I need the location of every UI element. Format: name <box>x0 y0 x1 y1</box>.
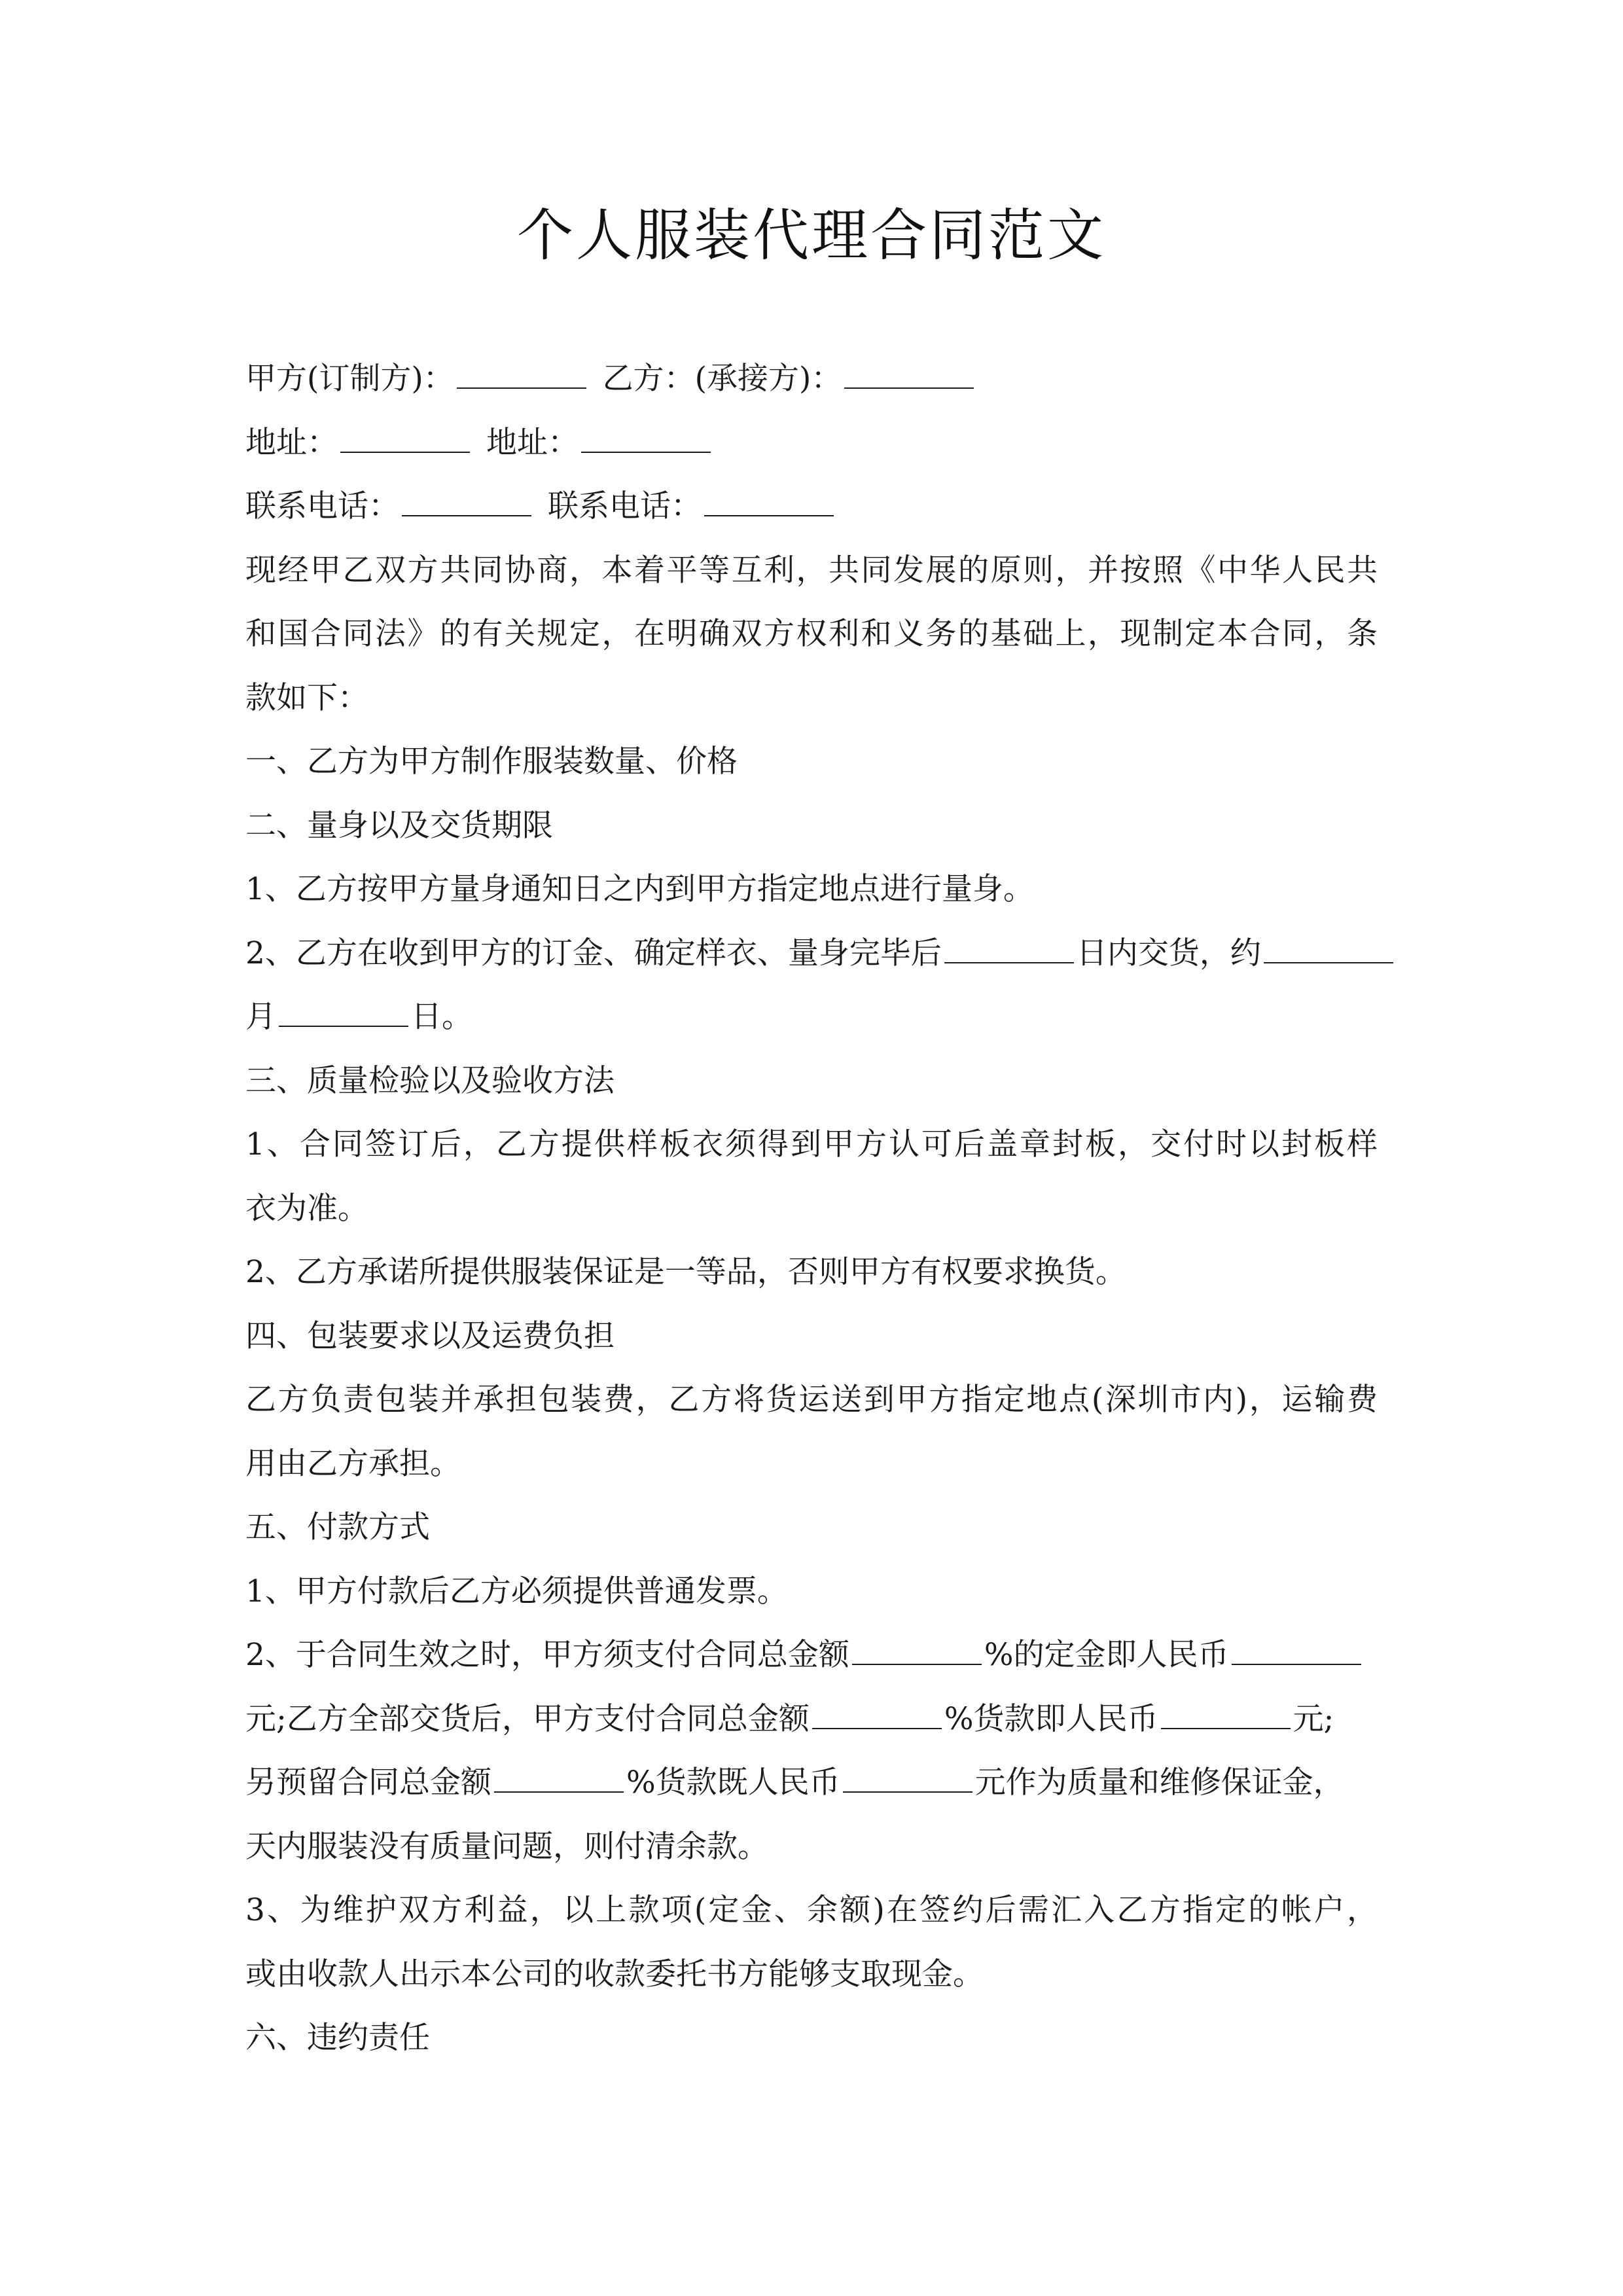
phone-a-label: 联系电话： <box>245 488 399 524</box>
clause-segment: 元; <box>1293 1700 1334 1737</box>
clause-segment: 元;乙方全部交货后，甲方支付合同总金额 <box>245 1700 810 1737</box>
preamble-line: 和国合同法》的有关规定，在明确双方权利和义务的基础上，现制定本合同，条 <box>245 616 1378 652</box>
clause-segment: 2、乙方在收到甲方的订金、确定样衣、量身完毕后 <box>245 935 942 971</box>
address-a-label: 地址： <box>245 424 338 461</box>
clause-segment: 元作为质量和维修保证金， <box>974 1765 1344 1801</box>
clause-segment: %货款既人民币 <box>626 1765 840 1801</box>
address-a-blank <box>340 429 470 453</box>
percent-blank <box>494 1769 624 1793</box>
phone-b-blank <box>704 493 834 516</box>
preamble-line: 现经甲乙双方共同协商，本着平等互利，共同发展的原则，并按照《中华人民共 <box>245 552 1378 588</box>
party-line <box>245 347 1378 411</box>
clause-text: 乙方负责包装并承担包装费，乙方将货运送到甲方指定地点(深圳市内)，运输费 <box>245 1382 1378 1418</box>
document-title: 个人服装代理合同范文 <box>517 203 1106 268</box>
party-b-label: 乙方：(承接方)： <box>602 361 842 397</box>
phone-line <box>245 475 1378 539</box>
clause-segment: %货款即人民币 <box>944 1700 1158 1737</box>
clause-segment: 2、于合同生效之时，甲方须支付合同总金额 <box>245 1637 849 1673</box>
address-line <box>245 411 1378 475</box>
percent-blank <box>852 1641 982 1665</box>
clause-text <box>245 922 1378 986</box>
section-heading: 四、包装要求以及运费负担 <box>245 1318 615 1354</box>
clause-text: 1、合同签订后，乙方提供样板衣须得到甲方认可后盖章封板，交付时以封板样 <box>245 1126 1378 1162</box>
clause-text: 或由收款人出示本公司的收款委托书方能够支取现金。 <box>245 1956 984 1992</box>
clause-text: 衣为准。 <box>245 1190 368 1227</box>
section-heading: 三、质量检验以及验收方法 <box>245 1062 615 1099</box>
clause-segment: 月 <box>245 999 276 1035</box>
party-b-blank <box>844 365 974 389</box>
clause-segment: 另预留合同总金额 <box>245 1765 491 1801</box>
section-heading: 六、违约责任 <box>245 2020 430 2056</box>
amount-blank <box>1232 1641 1361 1665</box>
party-a-blank <box>457 365 586 389</box>
clause-text: 1、甲方付款后乙方必须提供普通发票。 <box>245 1573 788 1609</box>
address-b-blank <box>581 429 711 453</box>
clause-segment: 日。 <box>411 999 473 1035</box>
phone-a-blank <box>402 493 531 516</box>
clause-text <box>245 1687 1378 1751</box>
clause-text: 2、乙方承诺所提供服装保证是一等品，否则甲方有权要求换货。 <box>245 1254 1126 1290</box>
document-body <box>245 347 1378 2070</box>
clause-text: 天内服装没有质量问题，则付清余款。 <box>245 1828 768 1865</box>
clause-segment: %的定金即人民币 <box>984 1637 1229 1673</box>
clause-text <box>245 1623 1378 1687</box>
section-heading: 一、乙方为甲方制作服装数量、价格 <box>245 744 738 780</box>
day-blank <box>279 1003 408 1027</box>
amount-blank <box>1161 1706 1291 1729</box>
section-heading: 五、付款方式 <box>245 1509 430 1545</box>
party-a-label: 甲方(订制方)： <box>245 361 454 397</box>
amount-blank <box>843 1769 972 1793</box>
clause-text: 用由乙方承担。 <box>245 1445 461 1482</box>
address-b-label: 地址： <box>486 424 579 461</box>
percent-blank <box>812 1706 942 1729</box>
clause-text: 1、乙方按甲方量身通知日之内到甲方指定地点进行量身。 <box>245 871 1034 907</box>
clause-text: 3、为维护双方利益，以上款项(定金、余额)在签约后需汇入乙方指定的帐户， <box>245 1892 1378 1928</box>
date-blank <box>1264 940 1393 963</box>
clause-segment: 日内交货，约 <box>1076 935 1261 971</box>
preamble-line: 款如下： <box>245 679 368 716</box>
clause-text <box>245 985 1378 1049</box>
phone-b-label: 联系电话： <box>547 488 702 524</box>
clause-text <box>245 1751 1378 1815</box>
days-blank <box>944 940 1074 963</box>
section-heading: 二、量身以及交货期限 <box>245 807 553 844</box>
